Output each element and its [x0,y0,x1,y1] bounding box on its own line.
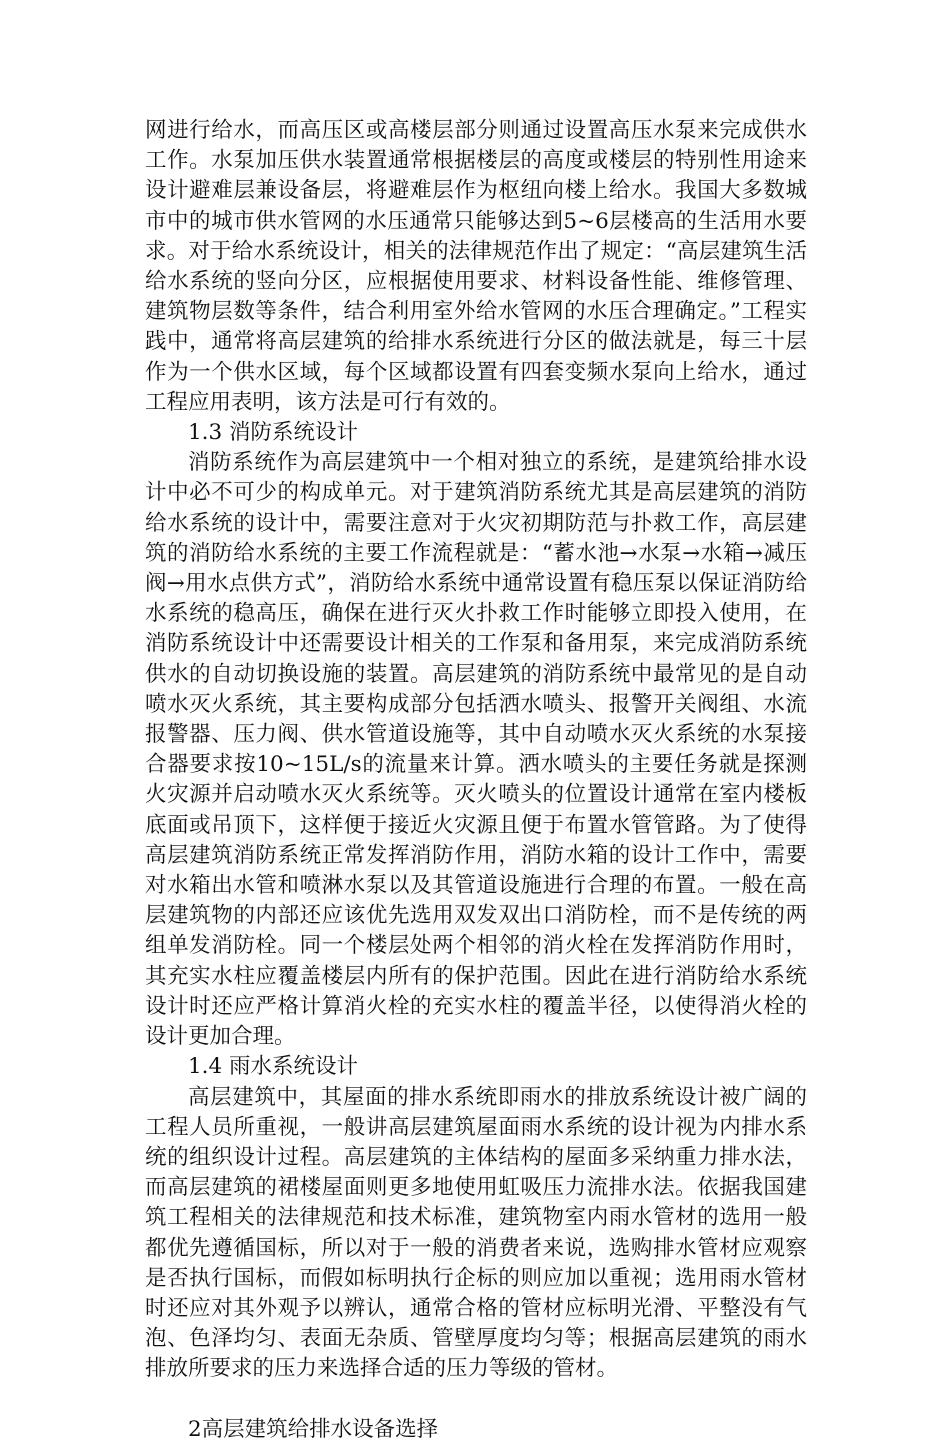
body-paragraph: 网进行给水，而高压区或高楼层部分则通过设置高压水泵来完成供水工作。水泵加压供水装置通常根据楼层的高度或楼层的特别性用途来设计避难层兼设备层，将避难层作为枢纽向楼上给水。我国大多数城市中的城市供水管网的水压通常只能够达到5~6层楼高的生活用水要求。对于给水系统设计，相关的法律规范作出了规定：“高层建筑生活给水系统的竖向分区，应根据使用要求、材料设备性能、维修管理、建筑物层数等条件，结合利用室外给水管网的水压合理确定。”工程实践中，通常将高层建筑的给排水系统进行分区的做法就是，每三十层作为一个供水区域，每个区域都设置有四套变频水泵向上给水，通过工程应用表明，该方法是可行有效的。 [145,118,807,415]
document-body [145,116,807,1445]
body-paragraph: 消防系统作为高层建筑中一个相对独立的系统，是建筑给排水设计中必不可少的构成单元。对于建筑消防系统尤其是高层建筑的消防给水系统的设计中，需要注意对于火灾初期防范与扑救工作，高层建筑的消防给水系统的主要工作流程就是：“蓄水池→水泵→水箱→减压阀→用水点供方式”，消防给水系统中通常设置有稳压泵以保证消防给水系统的稳高压，确保在进行灭火扑救工作时能够立即投入使用，在消防系统设计中还需要设计相关的工作泵和备用泵，来完成消防系统供水的自动切换设施的装置。高层建筑的消防系统中最常见的是自动喷水灭火系统，其主要构成部分包括洒水喷头、报警开关阀组、水流报警器、压力阀、供水管道设施等，其中自动喷水灭火系统的水泵接合器要求按10~15L/s的流量来计算。洒水喷头的主要任务就是探测火灾源并启动喷水灭火系统等。灭火喷头的位置设计通常在室内楼板底面或吊顶下，这样便于接近火灾源且便于布置水管管路。为了使得高层建筑消防系统正常发挥消防作用，消防水箱的设计工作中，需要对水箱出水管和喷淋水泵以及其管道设施进行合理的布置。一般在高层建筑物的内部还应该优先选用双发双出口消防栓，而不是传统的两组单发消防栓。同一个楼层处两个相邻的消火栓在发挥消防作用时，其充实水柱应覆盖楼层内所有的保护范围。因此在进行消防给水系统设计时还应严格计算消火栓的充实水柱的覆盖半径，以使得消火栓的设计更加合理。 [145,450,807,1050]
section-heading-2: 2高层建筑给排水设备选择 [188,1416,439,1442]
subsection-heading-1-4: 1.4 雨水系统设计 [188,1054,359,1080]
body-paragraph: 高层建筑中，其屋面的排水系统即雨水的排放系统设计被广阔的工程人员所重视，一般讲高层建筑屋面雨水系统的设计视为内排水系统的组织设计过程。高层建筑的主体结构的屋面多采纳重力排水法，而高层建筑的裙楼屋面则更多地使用虹吸压力流排水法。依据我国建筑工程相关的法律规范和技术标准，建筑物室内雨水管材的选用一般都优先遵循国标，所以对于一般的消费者来说，选购排水管材应观察是否执行国标，而假如标明执行企标的则应加以重视；选用雨水管材时还应对其外观予以辨认，通常合格的管材应标明光滑、平整没有气泡、色泽均匀、表面无杂质、管壁厚度均匀等；根据高层建筑的雨水排放所要求的压力来选择合适的压力等级的管材。 [145,1084,807,1382]
subsection-heading-1-3: 1.3 消防系统设计 [188,420,359,446]
